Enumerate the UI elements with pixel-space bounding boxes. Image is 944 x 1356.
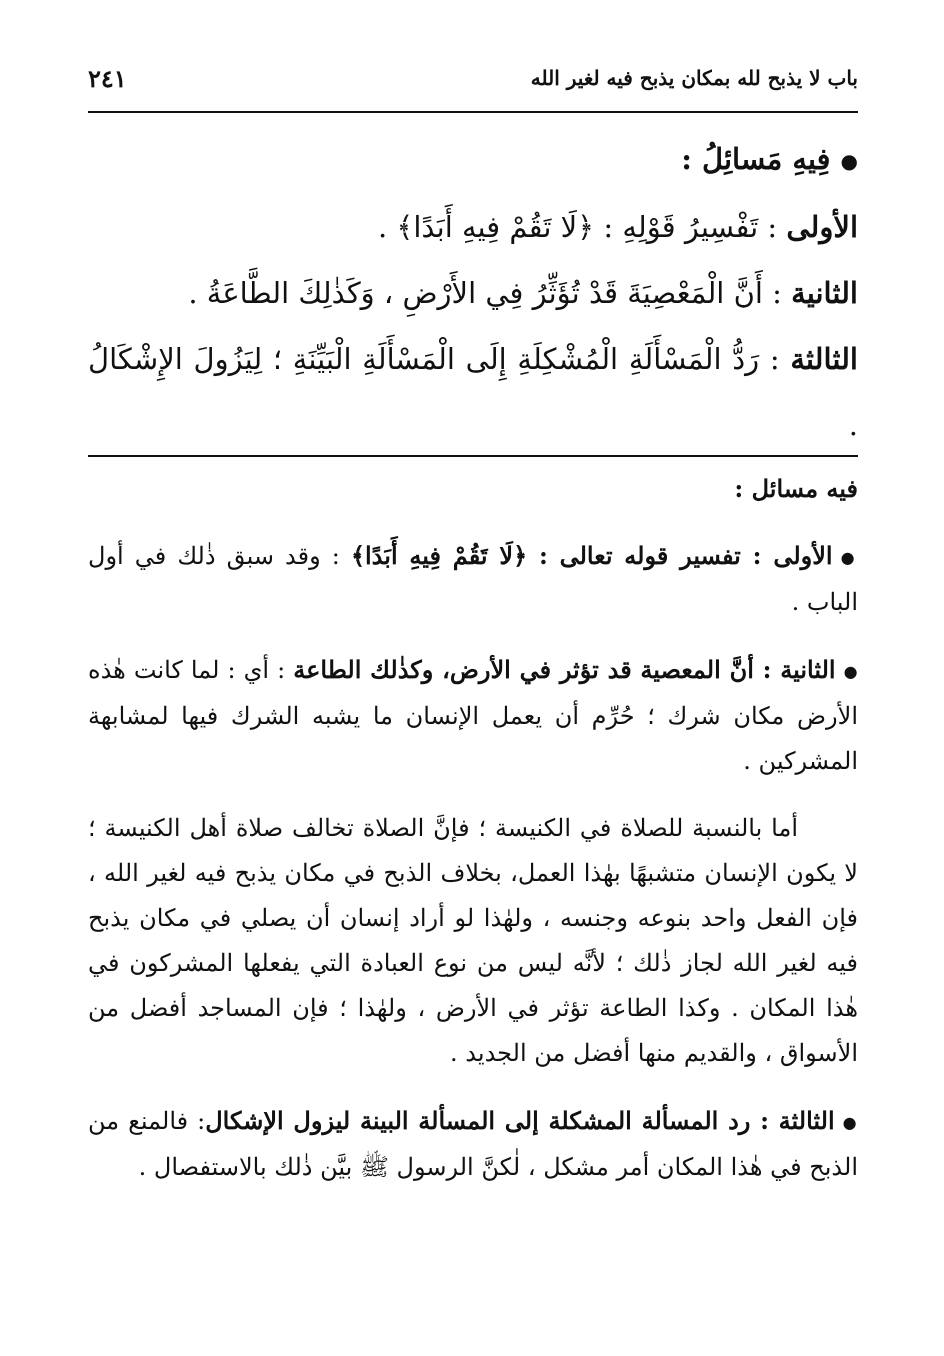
book-page (88, 0, 858, 1356)
matn-heading: ●فِيهِ مَسائِلُ : (681, 142, 858, 176)
issue-title: الأولى : تفسير قوله تعالى : ﴿لَا تَقُمْ فِيهِ أَبَدًا﴾ (350, 541, 833, 570)
sharh-paragraph: أما بالنسبة للصلاة في الكنيسة ؛ فإنَّ الصلاة تخالف صلاة أهل الكنيسة ؛ لا يكون الإنسان متشبهًا بهٰذا العمل، بخلاف الذبح في مكان يذبح فيه لغير الله ، فإن الفعل واحد بنوعه وجنسه ، ولهٰذا لو أراد إنسان أن يصلي في مكان يذبح فيه لغير الله لجاز ذٰلك ؛ لأنَّه ليس من نوع العبادة التي يفعلها المشركون في هٰذا المكان . وكذا الطاعة تؤثر في الأرض ، ولهٰذا ؛ فإن المساجد أفضل من الأسواق ، والقديم منها أفضل من الجديد . (88, 814, 858, 1067)
issue-commentary: : أي : لما كانت هٰذه الأرض مكان شرك ؛ حُرِّم أن يعمل الإنسان ما يشبه الشرك فيها لمشابهة المشركين . (88, 656, 858, 775)
bullet-icon: ● (840, 548, 858, 567)
sharh-issue-3 (88, 1098, 858, 1190)
issue-label: الثالثة (790, 342, 858, 376)
bullet-icon: ● (842, 1113, 858, 1132)
issue-text: : تَفْسِيرُ قَوْلِهِ : ﴿لَا تَقُمْ فِيهِ أَبَدًا﴾ . (377, 210, 778, 244)
bullet-icon: ● (840, 149, 858, 173)
issue-text: : أَنَّ الْمَعْصِيَةَ قَدْ تُؤَثِّرُ فِي الأَرْضِ ، وَكَذٰلِكَ الطَّاعَةُ . (188, 276, 782, 310)
sharh-issue-1 (88, 533, 858, 625)
bullet-icon: ● (843, 662, 858, 681)
sharh-heading: فيه مسائل : (734, 474, 858, 503)
header-divider (88, 111, 858, 113)
issue-label: الثانية (791, 276, 858, 310)
matn-issue-3 (88, 326, 858, 458)
matn-issue-1 (88, 194, 858, 260)
issue-title: الثالثة : رد المسألة المشكلة إلى المسألة البينة ليزول الإشكال (205, 1106, 835, 1135)
matn-section (88, 126, 858, 458)
issue-commentary: : وقد سبق ذٰلك في أول الباب . (88, 542, 858, 616)
page-number: ٢٤١ (88, 63, 127, 93)
sharh-section (88, 466, 858, 1190)
issue-title: الثانية : أنَّ المعصية قد تؤثر في الأرض، وكذٰلك الطاعة (293, 655, 836, 684)
issue-text: : رَدُّ الْمَسْأَلَةِ الْمُشْكِلَةِ إِلَى الْمَسْأَلَةِ الْبَيِّنَةِ ؛ لِيَزُولَ الإِشْكَالُ . (88, 342, 858, 442)
section-divider (88, 455, 858, 457)
issue-commentary: : فالمنع من الذبح في هٰذا المكان أمر مشكل ، لٰكنَّ الرسول ﷺ بيَّن ذٰلك بالاستفصال . (88, 1107, 858, 1181)
page-header (88, 58, 858, 98)
issue-label: الأولى (786, 210, 858, 244)
sharh-issue-2 (88, 647, 858, 784)
matn-issue-2 (88, 260, 858, 326)
chapter-title: باب لا يذبح لله بمكان يذبح فيه لغير الله (530, 66, 858, 90)
